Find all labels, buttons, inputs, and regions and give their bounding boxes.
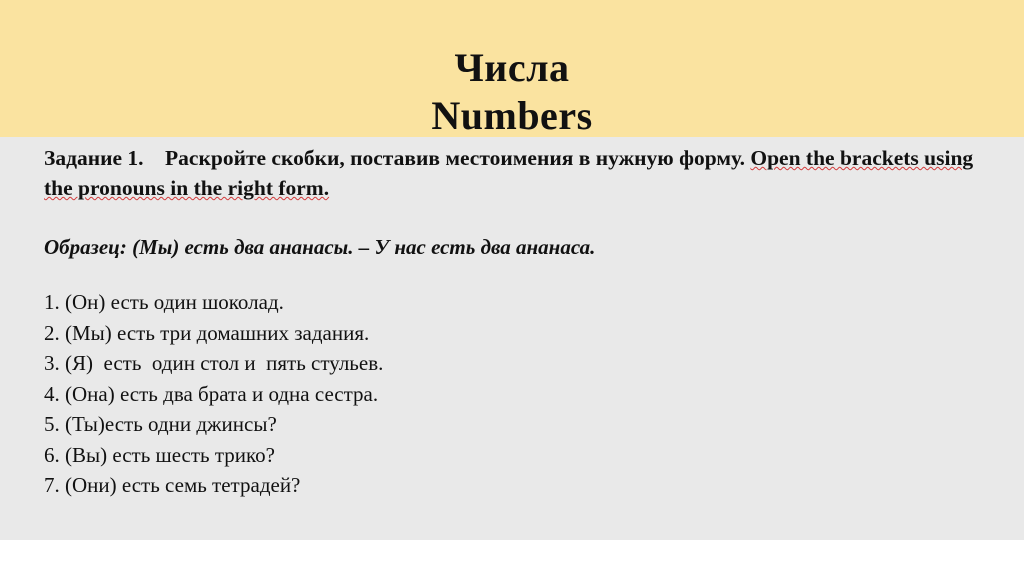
footer-band [0,540,1024,572]
title-line-en: Numbers [431,93,593,138]
content-inner [44,143,994,501]
task-text-en: Open the brackets using the pronouns in the right form. [44,146,974,200]
spacer-2 [44,261,994,287]
list-item: 7. (Они) есть семь тетрадей? [44,473,301,497]
task-instruction [44,143,994,203]
example-line: Образец: (Мы) есть два ананасы. – У нас есть два ананаса. [44,235,596,259]
list-item: 4. (Она) есть два брата и одна сестра. [44,381,379,406]
content-panel [0,137,1024,540]
list-item: 5. (Ты)есть одни джинсы? [44,412,277,436]
page-title [0,44,1024,140]
list-item: 6. (Вы) есть шесть трико? [44,442,275,467]
list-item: 2. (Мы) есть три домашних задания. [44,320,370,345]
list-item: 3. (Я) есть один стол и пять стульев. [44,351,384,375]
exercise-list [44,287,994,501]
spacer-1 [44,203,994,233]
list-item: 1. (Он) есть один шоколад. [44,290,284,314]
task-text-ru: Раскройте скобки, поставив местоимения в нужную форму. [165,146,745,170]
title-line-ru: Числа [454,45,570,90]
task-label: Задание 1. [44,146,144,170]
